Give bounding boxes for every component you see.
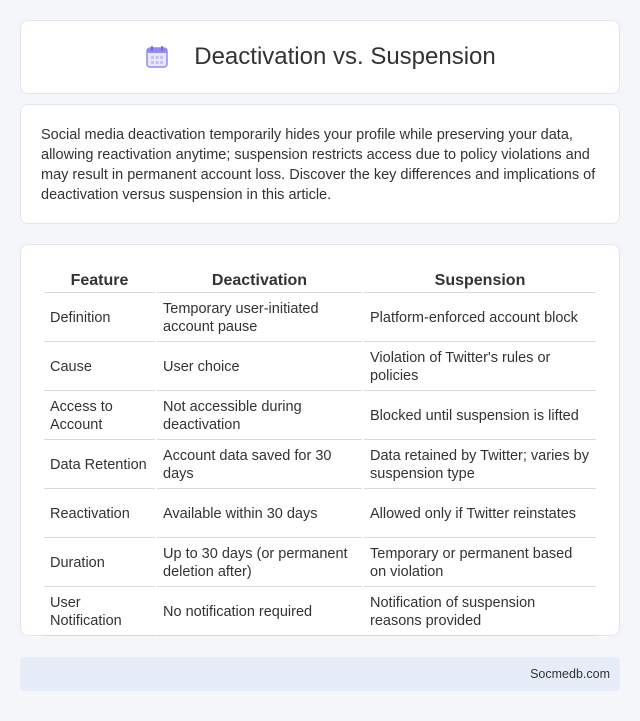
table-row <box>44 295 596 342</box>
table-cell: Reactivation <box>44 491 155 538</box>
calendar-icon <box>144 44 170 70</box>
table-cell: Violation of Twitter's rules or policies <box>364 344 596 391</box>
column-header-suspension: Suspension <box>364 267 596 293</box>
table-header-row <box>44 267 596 293</box>
intro-card <box>20 104 620 224</box>
comparison-table-card <box>20 244 620 636</box>
table-cell: Available within 30 days <box>157 491 362 538</box>
column-header-deactivation: Deactivation <box>157 267 362 293</box>
title-card <box>20 20 620 94</box>
table-cell: Temporary or permanent based on violation <box>364 540 596 587</box>
table-cell: Allowed only if Twitter reinstates <box>364 491 596 538</box>
table-cell: Blocked until suspension is lifted <box>364 393 596 440</box>
table-cell: Cause <box>44 344 155 391</box>
table-cell: User choice <box>157 344 362 391</box>
table-cell: Account data saved for 30 days <box>157 442 362 489</box>
table-row <box>44 442 596 489</box>
table-cell: Data Retention <box>44 442 155 489</box>
table-cell: Notification of suspension reasons provided <box>364 589 596 636</box>
table-cell: Duration <box>44 540 155 587</box>
table-cell: Temporary user-initiated account pause <box>157 295 362 342</box>
table-cell: Data retained by Twitter; varies by suspension type <box>364 442 596 489</box>
table-cell: Access to Account <box>44 393 155 440</box>
table-row <box>44 393 596 440</box>
table-cell: Up to 30 days (or permanent deletion after) <box>157 540 362 587</box>
footer <box>20 657 620 691</box>
comparison-table <box>42 265 598 638</box>
footer-site-link[interactable]: Socmedb.com <box>530 667 610 681</box>
table-row <box>44 540 596 587</box>
page-title: Deactivation vs. Suspension <box>194 43 496 70</box>
table-row <box>44 589 596 636</box>
table-cell: Definition <box>44 295 155 342</box>
table-row <box>44 491 596 538</box>
table-cell: No notification required <box>157 589 362 636</box>
table-cell: Platform-enforced account block <box>364 295 596 342</box>
column-header-feature: Feature <box>44 267 155 293</box>
table-row <box>44 344 596 391</box>
intro-text: Social media deactivation temporarily hides your profile while preserving your data, allowing reactivation anytime; suspension restricts access due to policy violations and may result in permanent account loss. Discover the key differences and implications of deactivation versus suspension in this article. <box>41 127 596 203</box>
table-cell: User Notification <box>44 589 155 636</box>
table-cell: Not accessible during deactivation <box>157 393 362 440</box>
